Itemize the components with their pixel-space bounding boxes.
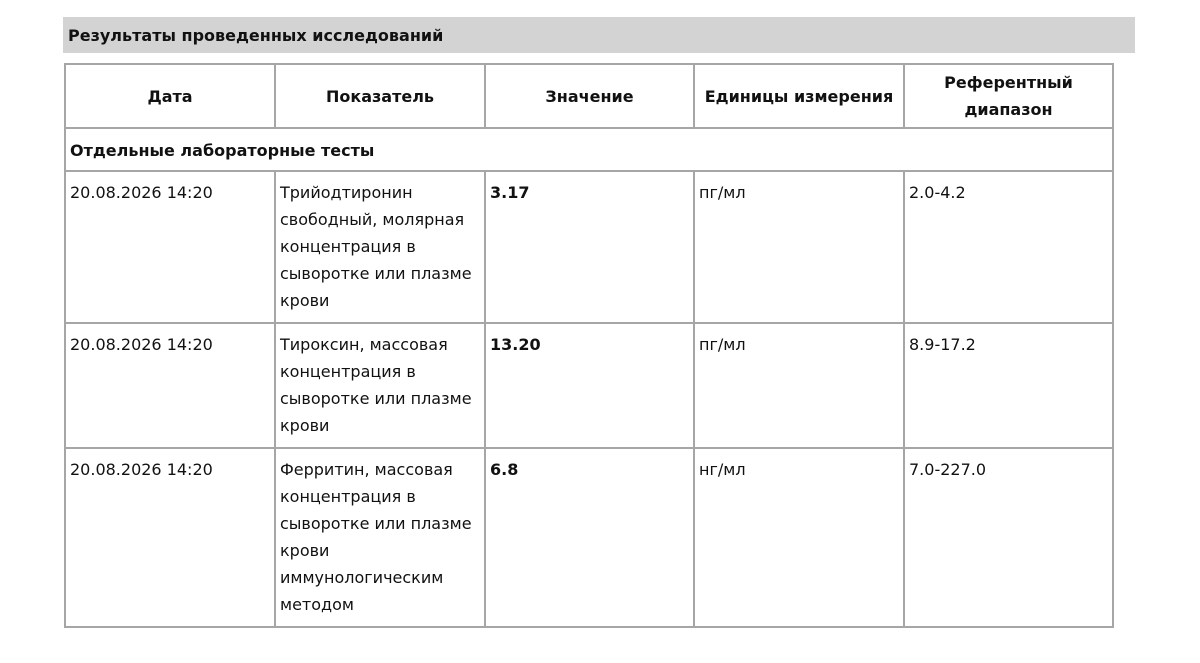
- cell-indicator: Тироксин, массовая концентрация в сыворотке или плазме крови: [275, 323, 485, 448]
- column-header-units: Единицы измерения: [694, 64, 904, 128]
- cell-reference: 8.9-17.2: [904, 323, 1113, 448]
- column-header-value: Значение: [485, 64, 694, 128]
- column-header-date: Дата: [65, 64, 275, 128]
- table-header-row: [65, 64, 1113, 128]
- table-row: [65, 323, 1113, 448]
- cell-reference: 7.0-227.0: [904, 448, 1113, 627]
- column-header-reference: Референтный диапазон: [904, 64, 1113, 128]
- cell-value: 13.20: [485, 323, 694, 448]
- cell-indicator: Трийодтиронин свободный, молярная концентрация в сыворотке или плазме крови: [275, 171, 485, 323]
- table-row: [65, 448, 1113, 627]
- cell-indicator: Ферритин, массовая концентрация в сыворотке или плазме крови иммунологическим методом: [275, 448, 485, 627]
- table-row: [65, 171, 1113, 323]
- results-table: [64, 63, 1114, 628]
- cell-date: 20.08.2026 14:20: [65, 171, 275, 323]
- cell-date: 20.08.2026 14:20: [65, 448, 275, 627]
- cell-value: 6.8: [485, 448, 694, 627]
- cell-reference: 2.0-4.2: [904, 171, 1113, 323]
- cell-value: 3.17: [485, 171, 694, 323]
- cell-units: нг/мл: [694, 448, 904, 627]
- group-row: [65, 128, 1113, 171]
- section-title: Результаты проведенных исследований: [63, 17, 1135, 53]
- cell-date: 20.08.2026 14:20: [65, 323, 275, 448]
- cell-units: пг/мл: [694, 323, 904, 448]
- cell-units: пг/мл: [694, 171, 904, 323]
- column-header-indicator: Показатель: [275, 64, 485, 128]
- group-label: Отдельные лабораторные тесты: [65, 128, 1113, 171]
